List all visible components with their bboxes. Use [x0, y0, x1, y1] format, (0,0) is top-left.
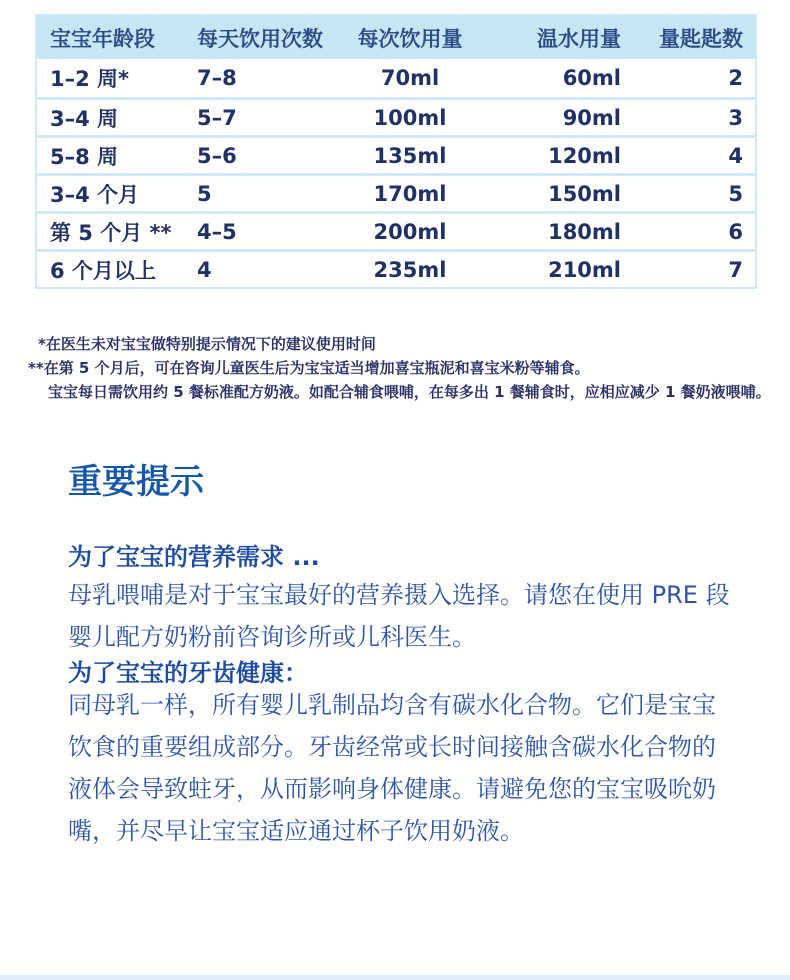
cell-age: 5–8 周	[50, 144, 119, 169]
nutrition-needs-subhead: 为了宝宝的营养需求 ...	[68, 543, 320, 571]
cell-water-amount: 120ml	[548, 143, 621, 168]
cell-age: 3–4 周	[50, 106, 119, 131]
important-notice-title: 重要提示	[68, 462, 204, 502]
column-header-water-amount: 温水用量	[537, 26, 621, 51]
footnote-double-asterisk: **在第 5 个月后，可在咨询儿童医生后为宝宝适当增加喜宝瓶泥和喜宝米粉等辅食。	[28, 359, 590, 377]
cell-scoops: 7	[728, 257, 743, 282]
paragraph-line: 嘴，并尽早让宝宝适应通过杯子饮用奶液。	[68, 817, 524, 845]
bottom-accent-strip	[0, 975, 790, 980]
cell-feeds-per-day: 4–5	[197, 219, 237, 244]
cell-age: 6 个月以上	[50, 258, 156, 283]
nutrition-paragraph	[68, 574, 758, 658]
cell-age: 1–2 周*	[50, 67, 130, 91]
cell-feeds-per-day: 7–8	[197, 66, 237, 90]
footnote-asterisk: *在医生未对宝宝做特别提示情况下的建议使用时间	[38, 335, 376, 353]
dental-health-paragraph	[68, 684, 758, 852]
table-row	[37, 173, 755, 211]
paragraph-line: 同母乳一样，所有婴儿乳制品均含有碳水化合物。它们是宝宝	[68, 691, 716, 719]
table-row	[37, 249, 755, 287]
table-row	[37, 59, 755, 97]
cell-age: 3–4 个月	[50, 182, 140, 207]
dental-health-subhead: 为了宝宝的牙齿健康：	[68, 659, 308, 687]
cell-age: 第 5 个月 **	[50, 220, 172, 245]
cell-amount-per-feed: 170ml	[373, 181, 447, 206]
cell-scoops: 6	[728, 219, 743, 244]
cell-water-amount: 60ml	[562, 66, 621, 90]
paragraph-line: 饮食的重要组成部分。牙齿经常或长时间接触含碳水化合物的	[68, 733, 716, 761]
table-row	[37, 97, 755, 135]
cell-scoops: 5	[728, 181, 743, 206]
cell-water-amount: 210ml	[548, 257, 621, 282]
cell-amount-per-feed: 70ml	[380, 66, 440, 90]
paragraph-line: 液体会导致蛀牙，从而影响身体健康。请避免您的宝宝吸吮奶	[68, 775, 716, 803]
column-header-amount-per-feed: 每次饮用量	[357, 26, 463, 51]
cell-feeds-per-day: 4	[197, 257, 212, 282]
cell-feeds-per-day: 5–6	[197, 143, 237, 168]
cell-feeds-per-day: 5	[197, 181, 212, 206]
footnote-daily-feeds: 宝宝每日需饮用约 5 餐标准配方奶液。如配合辅食喂哺，在每多出 1 餐辅食时，应相应减少 1 餐奶液喂哺。	[48, 383, 771, 401]
table-row	[37, 211, 755, 249]
column-header-scoops: 量匙匙数	[659, 26, 743, 51]
cell-feeds-per-day: 5–7	[197, 105, 237, 130]
column-header-baby-age: 宝宝年龄段	[50, 26, 155, 51]
cell-amount-per-feed: 235ml	[373, 257, 447, 282]
cell-water-amount: 150ml	[548, 181, 621, 206]
cell-amount-per-feed: 100ml	[373, 105, 447, 130]
cell-scoops: 2	[728, 66, 743, 90]
feeding-guide-table	[35, 14, 757, 289]
column-header-feeds-per-day: 每天饮用次数	[197, 26, 323, 51]
cell-amount-per-feed: 200ml	[373, 219, 447, 244]
table-row	[37, 135, 755, 173]
cell-scoops: 3	[728, 105, 743, 130]
footnotes	[0, 332, 790, 404]
paragraph-line: 婴儿配方奶粉前咨询诊所或儿科医生。	[68, 623, 476, 651]
paragraph-line: 母乳喂哺是对于宝宝最好的营养摄入选择。请您在使用 PRE 段	[68, 581, 730, 609]
table-header-row	[37, 16, 755, 59]
cell-scoops: 4	[728, 143, 743, 168]
cell-water-amount: 180ml	[548, 219, 621, 244]
cell-amount-per-feed: 135ml	[373, 143, 447, 168]
cell-water-amount: 90ml	[562, 105, 621, 130]
